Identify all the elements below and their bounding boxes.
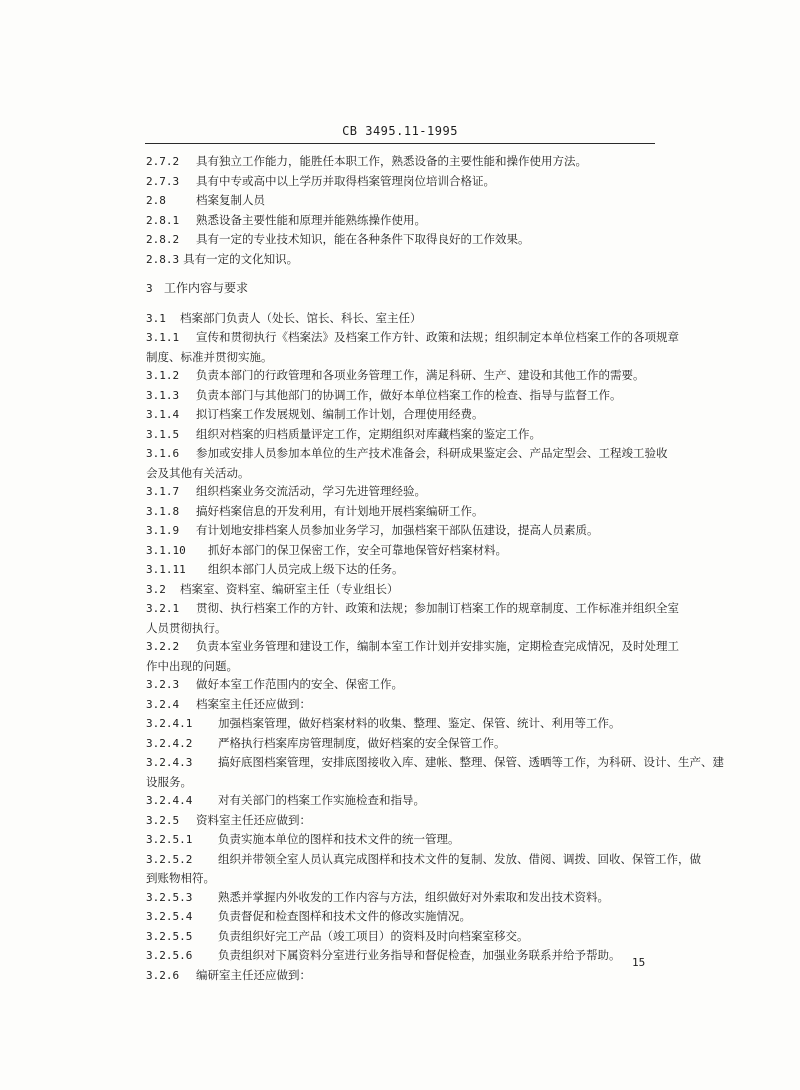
clause-line: 2.8.3 具有一定的文化知识。 bbox=[146, 251, 299, 266]
clause-line: 3.2.5.3 熟悉并掌握内外收发的工作内容与方法，组织做好对外索取和发出技术资料。 bbox=[146, 889, 609, 904]
clause-line: 3.2.5.1 负责实施本单位的图样和技术文件的统一管理。 bbox=[146, 832, 460, 846]
clause-line: 3.2.5.2 组织并带领全室人员认真完成图样和技术文件的复制、发放、借阅、调拨、回收、保管工作，做 bbox=[146, 851, 701, 866]
clause-line: 3.1.7 组织档案业务交流活动，学习先进管理经验。 bbox=[146, 484, 426, 498]
section-heading: 3 工作内容与要求 bbox=[146, 281, 249, 295]
clause-line: 3.1.11 组织本部门人员完成上级下达的任务。 bbox=[146, 562, 404, 576]
clause-line: 3.2.4.1 加强档案管理，做好档案材料的收集、整理、鉴定、保管、统计、利用等工作。 bbox=[146, 716, 621, 730]
clause-continuation: 人员贯彻执行。 bbox=[146, 620, 227, 635]
clause-line: 3.2.5.5 负责组织好完工产品（竣工项目）的资料及时向档案室移交。 bbox=[146, 928, 529, 943]
clause-line: 3.2.5.6 负责组织对下属资料分室进行业务指导和督促检查，加强业务联系并给予帮助。 bbox=[146, 948, 621, 962]
clause-line: 3.2.1 贯彻、执行档案工作的方针、政策和法规；参加制订档案工作的规章制度、工作标准并组织全室 bbox=[146, 601, 679, 615]
clause-line: 3.1.9 有计划地安排档案人员参加业务学习，加强档案干部队伍建设，提高人员素质。 bbox=[146, 523, 599, 537]
clause-continuation: 到账物相符。 bbox=[146, 871, 215, 885]
clause-continuation: 作中出现的问题。 bbox=[146, 658, 238, 673]
clause-line: 3.1.1 宣传和贯彻执行《档案法》及档案工作方针、政策和法规；组织制定本单位档案工作的各项规章 bbox=[146, 330, 679, 344]
clause-continuation: 设服务。 bbox=[146, 774, 192, 789]
clause-line: 3.1.6 参加或安排人员参加本单位的生产技术准备会，科研成果鉴定会、产品定型会、工程竣工验收 bbox=[146, 446, 668, 460]
clause-line: 3.1.8 搞好档案信息的开发利用，有计划地开展档案编研工作。 bbox=[146, 503, 484, 518]
document-body bbox=[146, 152, 724, 985]
clause-line: 2.7.2 具有独立工作能力，能胜任本职工作，熟悉设备的主要性能和操作使用方法。 bbox=[146, 154, 587, 168]
clause-line: 3.2.2 负责本室业务管理和建设工作，编制本室工作计划并安排实施，定期检查完成情况，及时处理工 bbox=[146, 639, 679, 653]
page-number: 15 bbox=[632, 956, 646, 969]
clause-line: 3.1.5 组织对档案的归档质量评定工作，定期组织对库藏档案的鉴定工作。 bbox=[146, 426, 541, 441]
clause-heading: 3.2 档案室、资料室、编研室主任（专业组长） bbox=[146, 581, 399, 596]
standard-code-header: CB 3495.11-1995 bbox=[342, 124, 458, 138]
clause-line: 3.1.3 负责本部门与其他部门的协调工作，做好本单位档案工作的检查、指导与监督工作。 bbox=[146, 387, 622, 402]
clause-heading: 3.1 档案部门负责人（处长、馆长、科长、室主任） bbox=[146, 310, 422, 325]
clause-line: 2.8.2 具有一定的专业技术知识，能在各种条件下取得良好的工作效果。 bbox=[146, 232, 530, 246]
clause-heading: 2.8 档案复制人员 bbox=[146, 193, 265, 207]
header-rule bbox=[145, 143, 655, 144]
clause-line: 3.2.6 编研室主任还应做到： bbox=[146, 967, 311, 982]
clause-continuation: 会及其他有关活动。 bbox=[146, 465, 250, 480]
clause-line: 3.2.4.3 搞好底图档案管理，安排底图接收入库、建帐、整理、保管、透晒等工作，为科研、设计、生产、建 bbox=[146, 755, 724, 769]
clause-line: 3.1.4 拟订档案工作发展规划、编制工作计划，合理使用经费。 bbox=[146, 407, 484, 421]
clause-line: 2.7.3 具有中专或高中以上学历并取得档案管理岗位培训合格证。 bbox=[146, 173, 495, 188]
clause-line: 3.2.3 做好本室工作范围内的安全、保密工作。 bbox=[146, 677, 403, 691]
clause-line: 3.2.4.2 严格执行档案库房管理制度，做好档案的安全保管工作。 bbox=[146, 735, 506, 750]
clause-line: 2.8.1 熟悉设备主要性能和原理并能熟练操作使用。 bbox=[146, 212, 426, 227]
clause-line: 3.2.4.4 对有关部门的档案工作实施检查和指导。 bbox=[146, 793, 425, 807]
clause-line: 3.2.4 档案室主任还应做到： bbox=[146, 696, 311, 711]
clause-line: 3.1.10 抓好本部门的保卫保密工作，安全可靠地保管好档案材料。 bbox=[146, 542, 507, 557]
clause-line: 3.2.5 资料室主任还应做到： bbox=[146, 812, 311, 827]
clause-line: 3.2.5.4 负责督促和检查图样和技术文件的修改实施情况。 bbox=[146, 909, 471, 923]
clause-line: 3.1.2 负责本部门的行政管理和各项业务管理工作，满足科研、生产、建设和其他工作的需要。 bbox=[146, 368, 645, 382]
clause-continuation: 制度、标准并贯彻实施。 bbox=[146, 349, 273, 364]
